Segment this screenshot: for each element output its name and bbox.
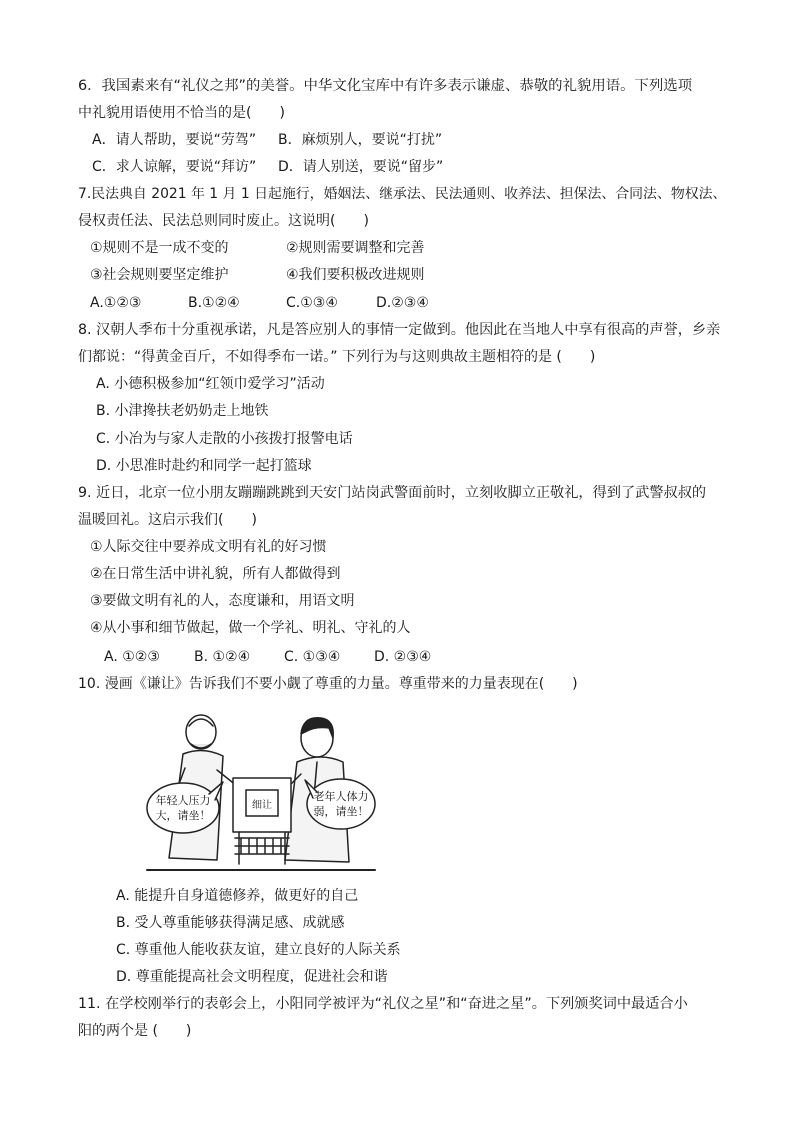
- q10-option-c: C. 尊重他人能收获友谊，建立良好的人际关系: [116, 942, 401, 958]
- q6-stem-line-1: 6．我国素来有“礼仪之邦”的美誉。中华文化宝库中有许多表示谦虚、恭敬的礼貌用语。下列选项: [78, 78, 693, 94]
- q7-stem-line-2: 侵权责任法、民法总则同时废止。这说明( ): [78, 213, 369, 229]
- right-bubble-line-1: 老年人体力: [313, 790, 369, 803]
- q7-option-d: D.②③④: [376, 295, 429, 311]
- q11-stem-line-1: 11. 在学校刚举行的表彰会上，小阳同学被评为“礼仪之星”和“奋进之星”。下列颁奖词中最适合小: [78, 996, 688, 1012]
- chair-sign-text: 细让: [252, 800, 272, 811]
- q9-stem-line-2: 温暖回礼。这启示我们( ): [78, 512, 257, 528]
- q9-option-c: C. ①③④: [284, 649, 341, 665]
- q6-option-a: A．请人帮助，要说“劳驾”: [92, 132, 257, 148]
- q9-option-b: B. ①②④: [194, 649, 251, 665]
- q8-stem-line-1: 8. 汉朝人季布十分重视承诺，凡是答应别人的事情一定做到。他因此在当地人中享有很高的声誉，乡亲: [78, 322, 721, 338]
- q10-option-a: A. 能提升自身道德修养，做更好的自己: [116, 888, 359, 904]
- q9-stem-line-1: 9. 近日，北京一位小朋友蹦蹦跳跳到天安门站岗武警面前时，立刻收脚立正敬礼，得到了武警叔叔的: [78, 485, 707, 501]
- q9-option-d: D. ②③④: [374, 649, 432, 665]
- q9-option-a: A. ①②③: [104, 649, 160, 665]
- q7-statement-3: ③社会规则要坚定维护: [90, 267, 229, 283]
- q10-option-b: B. 受人尊重能够获得满足感、成就感: [116, 915, 345, 931]
- q8-option-d: D. 小思准时赴约和同学一起打篮球: [96, 458, 312, 474]
- q9-statement-4: ④从小事和细节做起，做一个学礼、明礼、守礼的人: [90, 620, 411, 636]
- q6-option-c: C．求人谅解，要说“拜访”: [92, 159, 257, 175]
- q7-statement-1: ①规则不是一成不变的: [90, 240, 229, 256]
- left-bubble-line-2: 大，请坐！: [155, 809, 211, 822]
- q7-option-a: A.①②③: [90, 295, 142, 311]
- q6-option-b: B．麻烦别人，要说“打扰”: [278, 132, 443, 148]
- q7-statement-4: ④我们要积极改进规则: [286, 267, 425, 283]
- q9-statement-3: ③要做文明有礼的人，态度谦和，用语文明: [90, 593, 355, 609]
- q7-statement-2: ②规则需要调整和完善: [286, 240, 425, 256]
- q8-option-a: A. 小德积极参加“红领巾爱学习”活动: [96, 376, 325, 392]
- q10-option-d: D. 尊重能提高社会文明程度，促进社会和谐: [116, 969, 388, 985]
- q6-option-d: D．请人别送，要说“留步”: [278, 159, 444, 175]
- q7-stem-line-1: 7.民法典自 2021 年 1 月 1 日起施行，婚姻法、继承法、民法通则、收养法、担保法、合同法、物权法、: [78, 186, 727, 202]
- q9-statement-1: ①人际交往中要养成文明有礼的好习惯: [90, 539, 327, 555]
- q7-option-b: B.①②④: [188, 295, 240, 311]
- q8-option-c: C. 小冶为与家人走散的小孩拨打报警电话: [96, 431, 353, 447]
- q10-cartoon-illustration: [145, 708, 377, 873]
- q8-stem-line-2: 们都说：“得黄金百斤，不如得季布一诺。” 下列行为与这则典故主题相符的是 ( ): [78, 349, 596, 365]
- right-bubble-line-2: 弱，请坐！: [313, 805, 369, 818]
- q6-stem-line-2: 中礼貌用语使用不恰当的是( ): [78, 105, 285, 121]
- q11-stem-line-2: 阳的两个是 ( ): [78, 1023, 192, 1039]
- q8-option-b: B. 小津搀扶老奶奶走上地铁: [96, 403, 269, 419]
- left-bubble-line-1: 年轻人压力: [155, 794, 211, 807]
- q10-stem-line-1: 10. 漫画《谦让》告诉我们不要小觑了尊重的力量。尊重带来的力量表现在( ): [78, 676, 578, 692]
- cartoon-svg: [145, 708, 377, 873]
- q9-statement-2: ②在日常生活中讲礼貌，所有人都做得到: [90, 566, 341, 582]
- q7-option-c: C.①③④: [286, 295, 338, 311]
